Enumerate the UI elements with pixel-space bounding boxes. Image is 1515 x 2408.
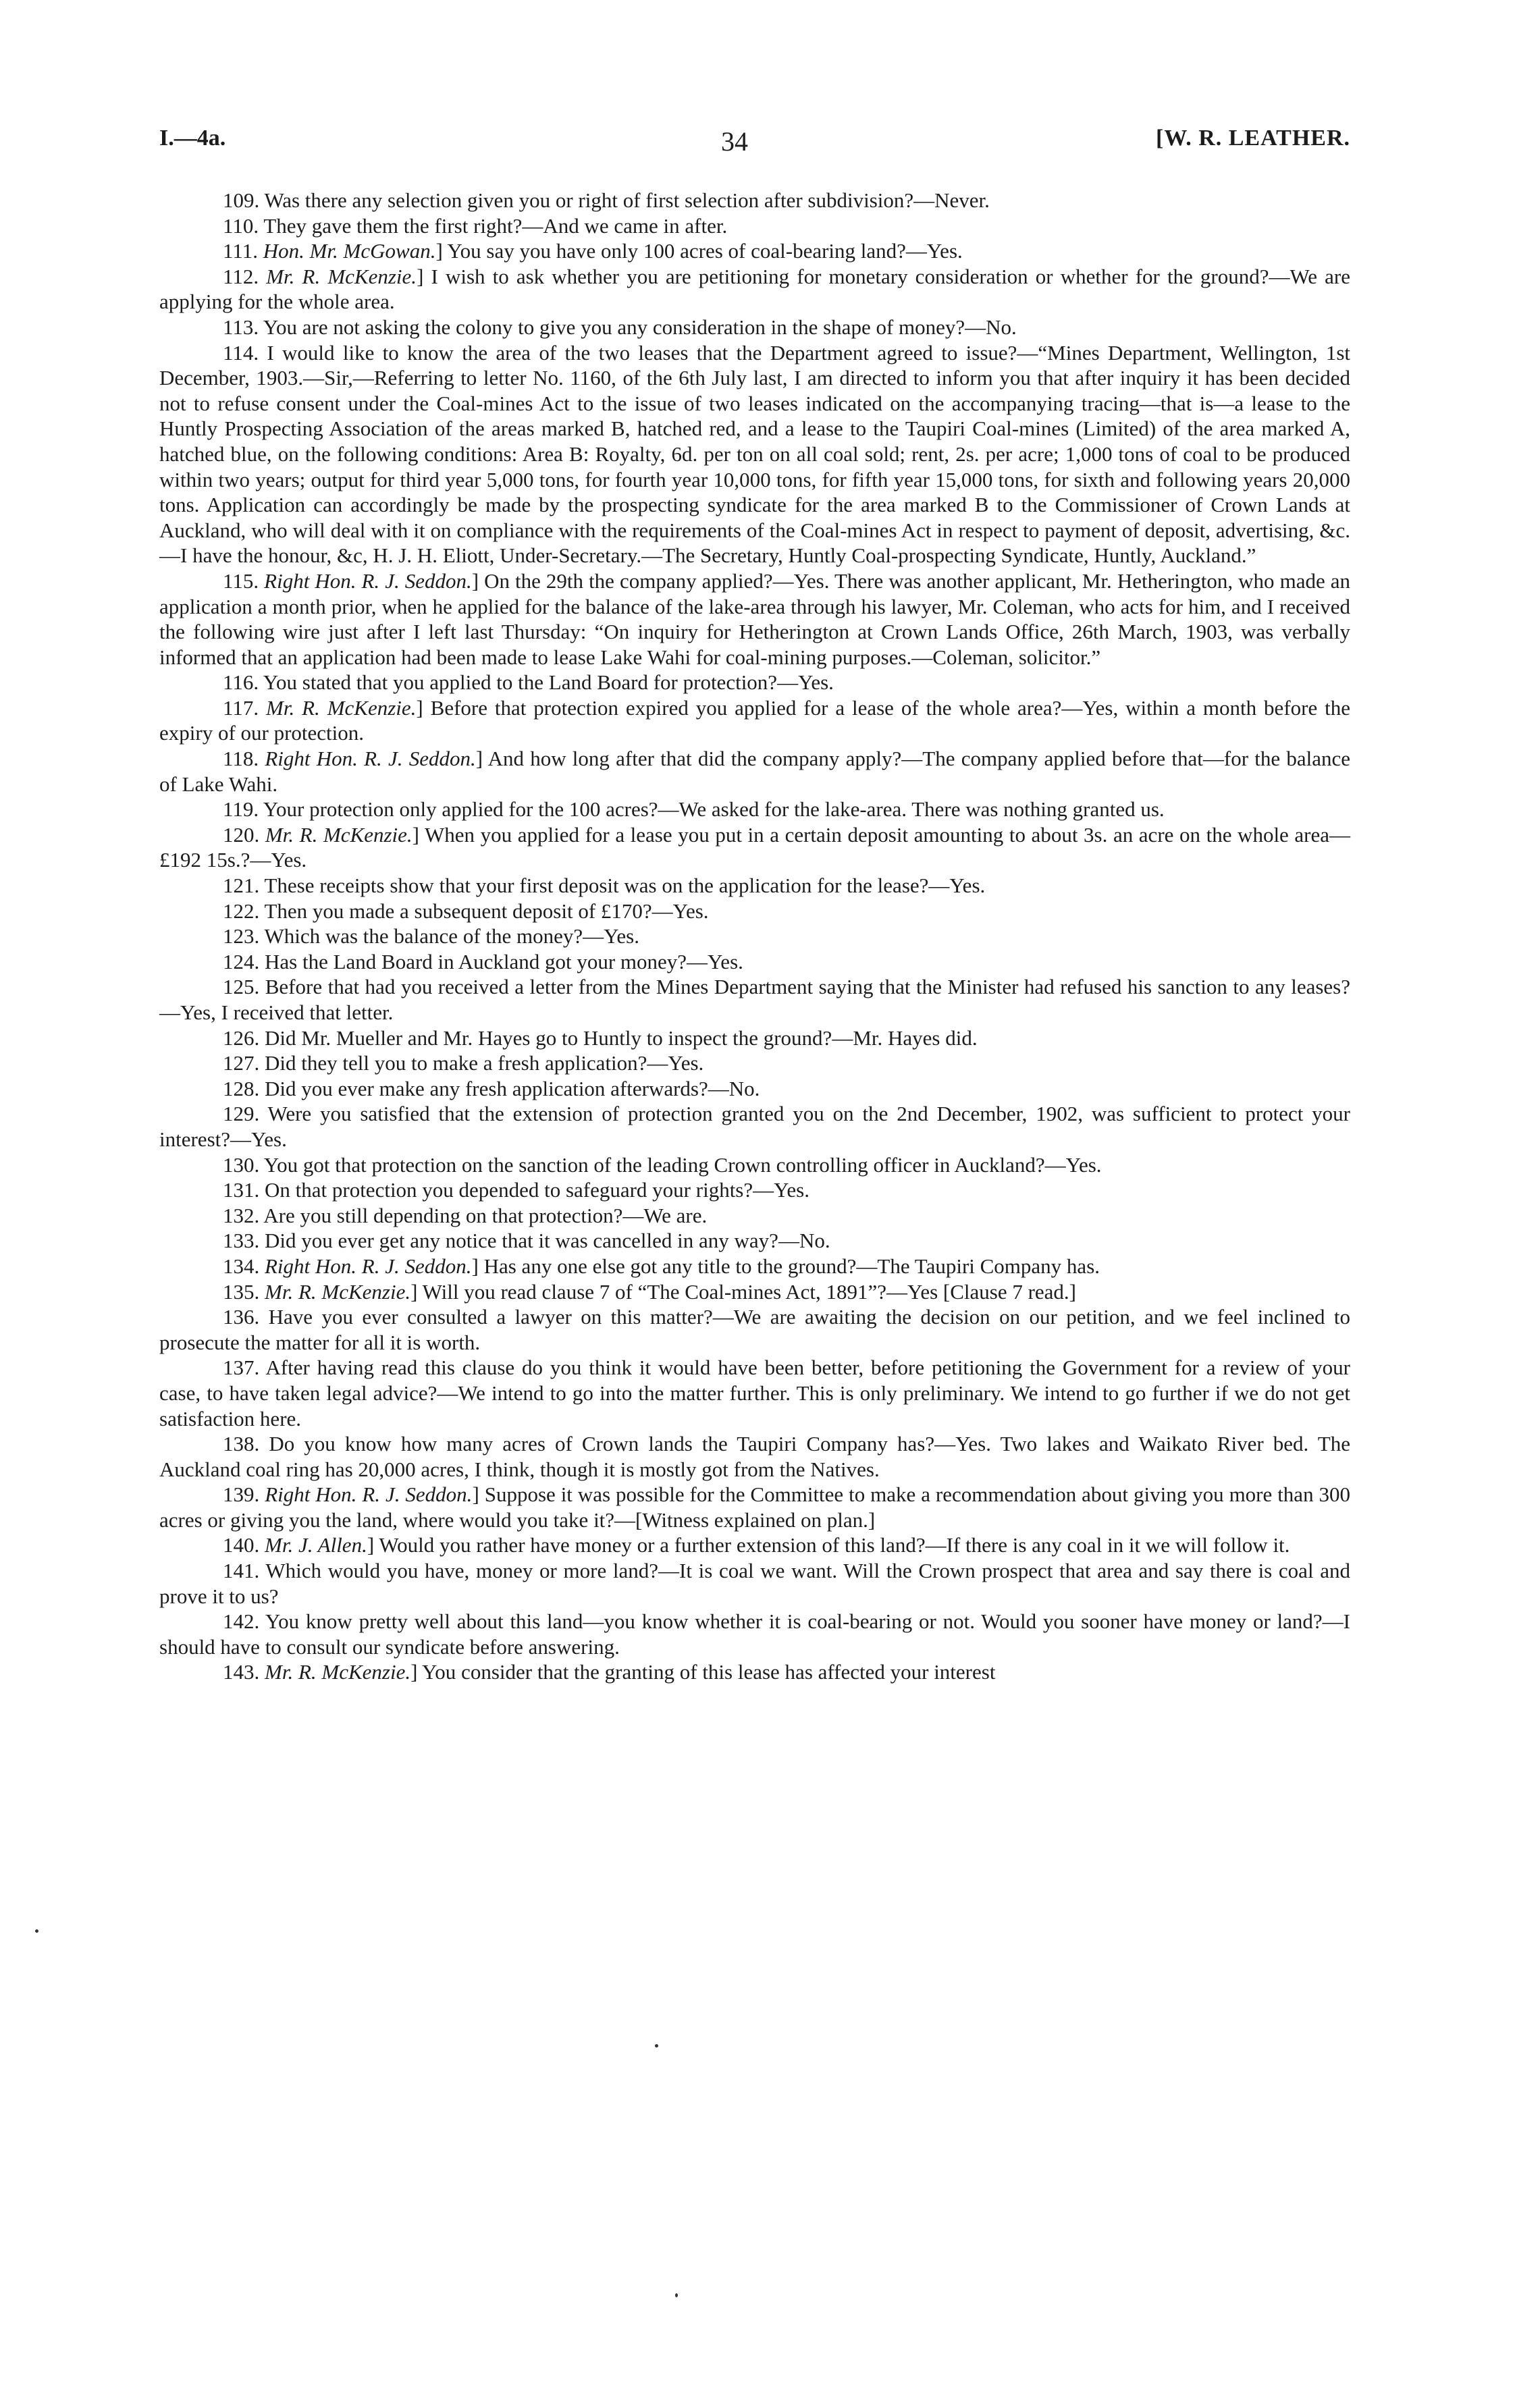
question-text: Would you rather have money or a further extension of this land?—If there is any coal in it we will follow it.: [374, 1533, 1290, 1557]
question-text: They gave them the first right?—And we came in after.: [263, 213, 728, 238]
question-text: Which would you have, money or more land?—It is coal we want. Will the Crown prospect that area and say there is coal and prove it to us?: [159, 1559, 1350, 1608]
question-paragraph: [159, 797, 1350, 822]
question-number: 142.: [223, 1609, 260, 1634]
question-text: I wish to ask whether you are petitioning for monetary consideration or whether for the ground?—We are applying for the whole area.: [159, 264, 1351, 314]
question-paragraph: [159, 1482, 1350, 1532]
question-text: Do you know how many acres of Crown lands the Taupiri Company has?—Yes. Two lakes and Waikato River bed. The Auckland coal ring has 20,000 acres, I think, though it is mostly got from the Natives.: [159, 1432, 1350, 1481]
question-number: 127.: [223, 1051, 260, 1075]
question-text: After having read this clause do you think it would have been better, before petitioning the Government for a review of your case, to have taken legal advice?—We intend to go into the matter further. This is only preliminary. We intend to go further if we do not get satisfaction here.: [159, 1356, 1351, 1430]
question-number: 121.: [223, 874, 260, 898]
question-paragraph: [159, 1254, 1350, 1279]
question-text: Which was the balance of the money?—Yes.: [264, 924, 640, 948]
question-number: 143.: [223, 1660, 260, 1684]
speaker-name: Right Hon. R. J. Seddon.: [265, 1254, 472, 1278]
question-number: 129.: [223, 1102, 260, 1126]
question-text: Suppose it was possible for the Committee to make a recommendation about giving you more than 300 acres or giving you the land, where would you take it?—[Witness explained on plan.]: [159, 1482, 1351, 1532]
speaker-name: Mr. R. McKenzie.: [265, 1660, 411, 1684]
question-text: I would like to know the area of the two leases that the Department agreed to issue?—“Mines Department, Wellington, 1st December, 1903.—Sir,—Referring to letter No. 1160, of the 6th July last, I am directed to inform you that after inquiry it has been decided not to refuse consent under the Coal-mines Act to the issue of two leases indicated on the accompanying tracing—that is—a lease to the Huntly Prospecting Association of the areas marked B, hatched red, and a lease to the Taupiri Coal-mines (Limited) of the area marked A, hatched blue, on the following conditions: Area B: Royalty, 6d. per ton on all coal sold; rent, 2s. per acre; 1,000 tons of coal to be produced within two years; output for third year 5,000 tons, for fourth year 10,000 tons, for fifth year 15,000 tons, for sixth and following years 20,000 tons. Application can accordingly be made by the prospecting syndicate for the area marked B to the Commissioner of Crown Lands at Auckland, who will deal with it on compliance with the requirements of the Coal-mines Act in respect to payment of deposit, advertising, &c.—I have the honour, &c, H. J. H. Eliott, Under-Secretary.—The Secretary, Huntly Coal-prospecting Syndicate, Huntly, Auckland.”: [159, 340, 1351, 568]
question-paragraph: [159, 695, 1350, 746]
question-number: 132.: [223, 1203, 260, 1227]
question-text: Have you ever consulted a lawyer on this matter?—We are awaiting the decision on our petition, and we feel inclined to prosecute the matter for all it is worth.: [159, 1305, 1350, 1354]
question-text: Before that protection expired you applied for a lease of the whole area?—Yes, within a month before the expiry of our protection.: [159, 695, 1350, 745]
question-text: Then you made a subsequent deposit of £170?—Yes.: [264, 899, 709, 923]
question-paragraph: [159, 213, 1350, 239]
question-text: Were you satisfied that the extension of protection granted you on the 2nd December, 1902, was sufficient to protect your interest?—Yes.: [159, 1102, 1350, 1151]
question-text: On the 29th the company applied?—Yes. There was another applicant, Mr. Hetherington, who made an application a month prior, when he applied for the balance of the lake-area through his lawyer, Mr. Coleman, who acts for him, and I received the following wire just after I left last Thursday: “On inquiry for Hetherington at Crown Lands Office, 26th March, 1903, was verbally informed that an application had been made to lease Lake Wahi for coal-mining purposes.—Coleman, solicitor.”: [159, 568, 1350, 669]
question-paragraph: [159, 1355, 1350, 1431]
question-number: 114.: [223, 340, 259, 365]
evidence-body: [159, 188, 1350, 1685]
question-text: You stated that you applied to the Land Board for protection?—Yes.: [263, 670, 834, 695]
question-paragraph: [159, 1177, 1350, 1203]
question-paragraph: [159, 873, 1350, 899]
question-text: Your protection only applied for the 100 acres?—We asked for the lake-area. There was nothing granted us.: [263, 797, 1165, 822]
question-text: You got that protection on the sanction of the leading Crown controlling officer in Auckland?—Yes.: [263, 1152, 1102, 1177]
question-text: On that protection you depended to safeguard your rights?—Yes.: [265, 1178, 809, 1202]
question-text: Has any one else got any title to the ground?—The Taupiri Company has.: [478, 1254, 1100, 1278]
question-paragraph: [159, 949, 1350, 975]
question-paragraph: [159, 1532, 1350, 1558]
speaker-bracket: ]: [475, 747, 483, 771]
question-number: 134.: [223, 1254, 260, 1278]
question-paragraph: [159, 1152, 1350, 1178]
speaker-name: Right Hon. R. J. Seddon.: [265, 1482, 473, 1507]
question-number: 136.: [223, 1305, 260, 1329]
question-paragraph: [159, 1659, 1350, 1685]
question-paragraph: [159, 568, 1350, 670]
question-text: Was there any selection given you or right of first selection after subdivision?—Never.: [264, 188, 990, 212]
speaker-bracket: ]: [435, 239, 443, 263]
question-paragraph: [159, 1279, 1350, 1305]
question-text: You are not asking the colony to give you any consideration in the shape of money?—No.: [263, 315, 1017, 339]
question-text: Did you ever get any notice that it was cancelled in any way?—No.: [265, 1229, 830, 1253]
question-number: 117.: [223, 695, 259, 720]
question-text: Before that had you received a letter from the Mines Department saying that the Minister had refused his sanction to any leases?—Yes, I received that letter.: [159, 975, 1351, 1024]
question-number: 122.: [223, 899, 260, 923]
question-number: 123.: [223, 924, 260, 948]
witness-name: [W. R. LEATHER.: [1156, 126, 1350, 151]
question-number: 110.: [223, 213, 259, 238]
speaker-bracket: ]: [471, 568, 479, 593]
question-text: You know pretty well about this land—you know whether it is coal-bearing or not. Would you sooner have money or land?—I should have to consult our syndicate before answering.: [159, 1609, 1350, 1659]
question-number: 118.: [223, 747, 259, 771]
speaker-bracket: ]: [472, 1482, 479, 1507]
question-number: 109.: [223, 188, 260, 212]
question-paragraph: [159, 899, 1350, 924]
question-number: 113.: [223, 315, 259, 339]
speaker-bracket: ]: [410, 1660, 418, 1684]
page-number: 34: [721, 126, 748, 157]
speaker-bracket: ]: [412, 822, 419, 847]
question-paragraph: [159, 1228, 1350, 1254]
question-number: 119.: [223, 797, 259, 822]
question-paragraph: [159, 1203, 1350, 1229]
question-paragraph: [159, 746, 1350, 797]
question-text: Did they tell you to make a fresh application?—Yes.: [265, 1051, 704, 1075]
question-number: 116.: [223, 670, 259, 695]
question-number: 125.: [223, 975, 260, 999]
speaker-name: Mr. R. McKenzie.: [265, 1279, 411, 1304]
question-paragraph: [159, 1431, 1350, 1482]
question-text: Are you still depending on that protection?—We are.: [263, 1203, 708, 1227]
question-paragraph: [159, 1558, 1350, 1609]
speaker-name: Hon. Mr. McGowan.: [263, 239, 436, 263]
question-text: Did you ever make any fresh application afterwards?—No.: [265, 1076, 760, 1100]
question-text: Will you read clause 7 of “The Coal-mines Act, 1891”?—Yes [Clause 7 read.]: [417, 1279, 1076, 1304]
question-paragraph: [159, 822, 1350, 873]
question-number: 137.: [223, 1356, 260, 1380]
question-paragraph: [159, 974, 1350, 1025]
question-number: 141.: [223, 1559, 260, 1583]
speaker-bracket: ]: [410, 1279, 418, 1304]
question-paragraph: [159, 1025, 1350, 1051]
question-number: 124.: [223, 949, 260, 973]
question-paragraph: [159, 1076, 1350, 1102]
question-number: 126.: [223, 1025, 260, 1050]
question-number: 115.: [223, 568, 259, 593]
question-text: When you applied for a lease you put in a certain deposit amounting to about 3s. an acre on the whole area—£192 15s.?—Yes.: [159, 822, 1351, 872]
question-number: 133.: [223, 1229, 260, 1253]
question-text: Has the Land Board in Auckland got your money?—Yes.: [265, 949, 743, 973]
speaker-bracket: ]: [367, 1533, 375, 1557]
question-text: And how long after that did the company apply?—The company applied before that—for the balance of Lake Wahi.: [159, 747, 1351, 796]
speaker-name: Mr. R. McKenzie.: [266, 264, 417, 288]
scan-speck: [655, 2044, 658, 2048]
question-paragraph: [159, 670, 1350, 695]
question-paragraph: [159, 924, 1350, 949]
parliamentary-paper-reference: I.—4a.: [159, 126, 226, 151]
speaker-name: Right Hon. R. J. Seddon.: [264, 568, 472, 593]
question-number: 139.: [223, 1482, 260, 1507]
question-number: 131.: [223, 1178, 260, 1202]
question-paragraph: [159, 188, 1350, 213]
question-number: 130.: [223, 1152, 260, 1177]
speaker-name: Mr. J. Allen.: [265, 1533, 367, 1557]
speaker-name: Right Hon. R. J. Seddon.: [265, 747, 476, 771]
question-number: 135.: [223, 1279, 260, 1304]
question-number: 140.: [223, 1533, 260, 1557]
question-number: 112.: [223, 264, 259, 288]
question-text: You say you have only 100 acres of coal-bearing land?—Yes.: [442, 239, 963, 263]
question-number: 128.: [223, 1076, 260, 1100]
question-number: 120.: [223, 822, 260, 847]
question-text: These receipts show that your first deposit was on the application for the lease?—Yes.: [264, 874, 986, 898]
question-paragraph: [159, 1304, 1350, 1355]
question-paragraph: [159, 1101, 1350, 1152]
page-header: [159, 126, 1350, 166]
scan-speck: [675, 2293, 678, 2297]
question-text: Did Mr. Mueller and Mr. Hayes go to Huntly to inspect the ground?—Mr. Hayes did.: [265, 1025, 978, 1050]
speaker-name: Mr. R. McKenzie.: [266, 695, 417, 720]
question-text: You consider that the granting of this lease has affected your interest: [417, 1660, 996, 1684]
question-number: 111.: [223, 239, 258, 263]
speaker-bracket: ]: [471, 1254, 479, 1278]
speaker-bracket: ]: [416, 695, 423, 720]
question-paragraph: [159, 1609, 1350, 1659]
question-paragraph: [159, 264, 1350, 315]
speaker-name: Mr. R. McKenzie.: [265, 822, 413, 847]
question-paragraph: [159, 238, 1350, 264]
scan-speck: [35, 1929, 38, 1933]
question-paragraph: [159, 1050, 1350, 1076]
question-paragraph: [159, 315, 1350, 340]
question-number: 138.: [223, 1432, 260, 1456]
question-paragraph: [159, 340, 1350, 568]
speaker-bracket: ]: [417, 264, 424, 288]
